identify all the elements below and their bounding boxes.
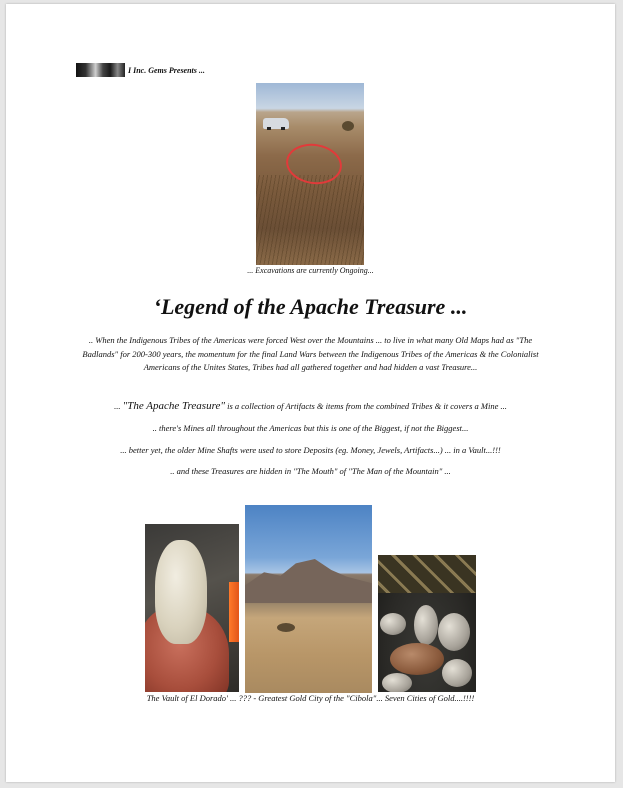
company-logo bbox=[76, 63, 125, 77]
photo-stone bbox=[382, 673, 412, 692]
photo-stone bbox=[414, 605, 438, 645]
paragraph-mouth: .. and these Treasures are hidden in "The Mouth" of "The Man of the Mountain" ... bbox=[170, 466, 451, 476]
photo-mountain-peak bbox=[245, 559, 372, 603]
paragraph-vault: ... better yet, the older Mine Shafts were used to store Deposits (eg. Money, Jewels, Artifacts...) ... in a Vault...!!! bbox=[120, 445, 501, 455]
photo-vehicle bbox=[263, 118, 289, 129]
page-header bbox=[76, 63, 205, 77]
photo-shrub bbox=[277, 623, 295, 632]
photo-orange-object bbox=[229, 582, 239, 642]
presenter-text: I Inc. Gems Presents ... bbox=[128, 65, 205, 75]
photo-stone bbox=[438, 613, 470, 651]
paragraph-prefix: ... bbox=[114, 401, 123, 411]
photo-stone bbox=[380, 613, 406, 635]
photo-carved-stone bbox=[155, 540, 207, 644]
photo-rug bbox=[378, 555, 476, 593]
photo-stone bbox=[442, 659, 472, 687]
excavation-caption: ... Excavations are currently Ongoing... bbox=[247, 266, 374, 275]
stones-on-rug-photo bbox=[378, 555, 476, 692]
paragraph-apache-treasure bbox=[74, 400, 547, 414]
mountain-photo bbox=[245, 505, 372, 693]
photo-stone bbox=[390, 643, 444, 675]
stone-artifact-photo bbox=[145, 524, 239, 692]
bottom-caption: The Vault of El Dorado' ... ??? - Greatest Gold City of the "Cibola"... Seven Cities of Gold....!!!! bbox=[146, 693, 475, 703]
paragraph-history: .. When the Indigenous Tribes of the Americas were forced West over the Mountains ... to live in what many Old Maps had as "The Badlands" for 200-300 years, the momentum for the final Land Wars between the Indigenous Tribes of the Americas & the Colonialist Americans of the Unites States, Tribes had all gathered together and had hidden a vast Treasure... bbox=[82, 335, 539, 372]
paragraph-suffix: is a collection of Artifacts & items from the combined Tribes & it covers a Mine ... bbox=[224, 401, 507, 411]
page-title: ‘Legend of the Apache Treasure ... bbox=[153, 294, 468, 319]
paragraph-mines: .. there's Mines all throughout the Americas but this is one of the Biggest, if not the Biggest... bbox=[152, 423, 469, 433]
apache-treasure-highlight: "The Apache Treasure" bbox=[122, 400, 225, 412]
photo-grass bbox=[256, 175, 364, 265]
photo-bush bbox=[342, 121, 354, 131]
excavation-photo bbox=[256, 83, 364, 265]
document-page bbox=[6, 4, 615, 782]
